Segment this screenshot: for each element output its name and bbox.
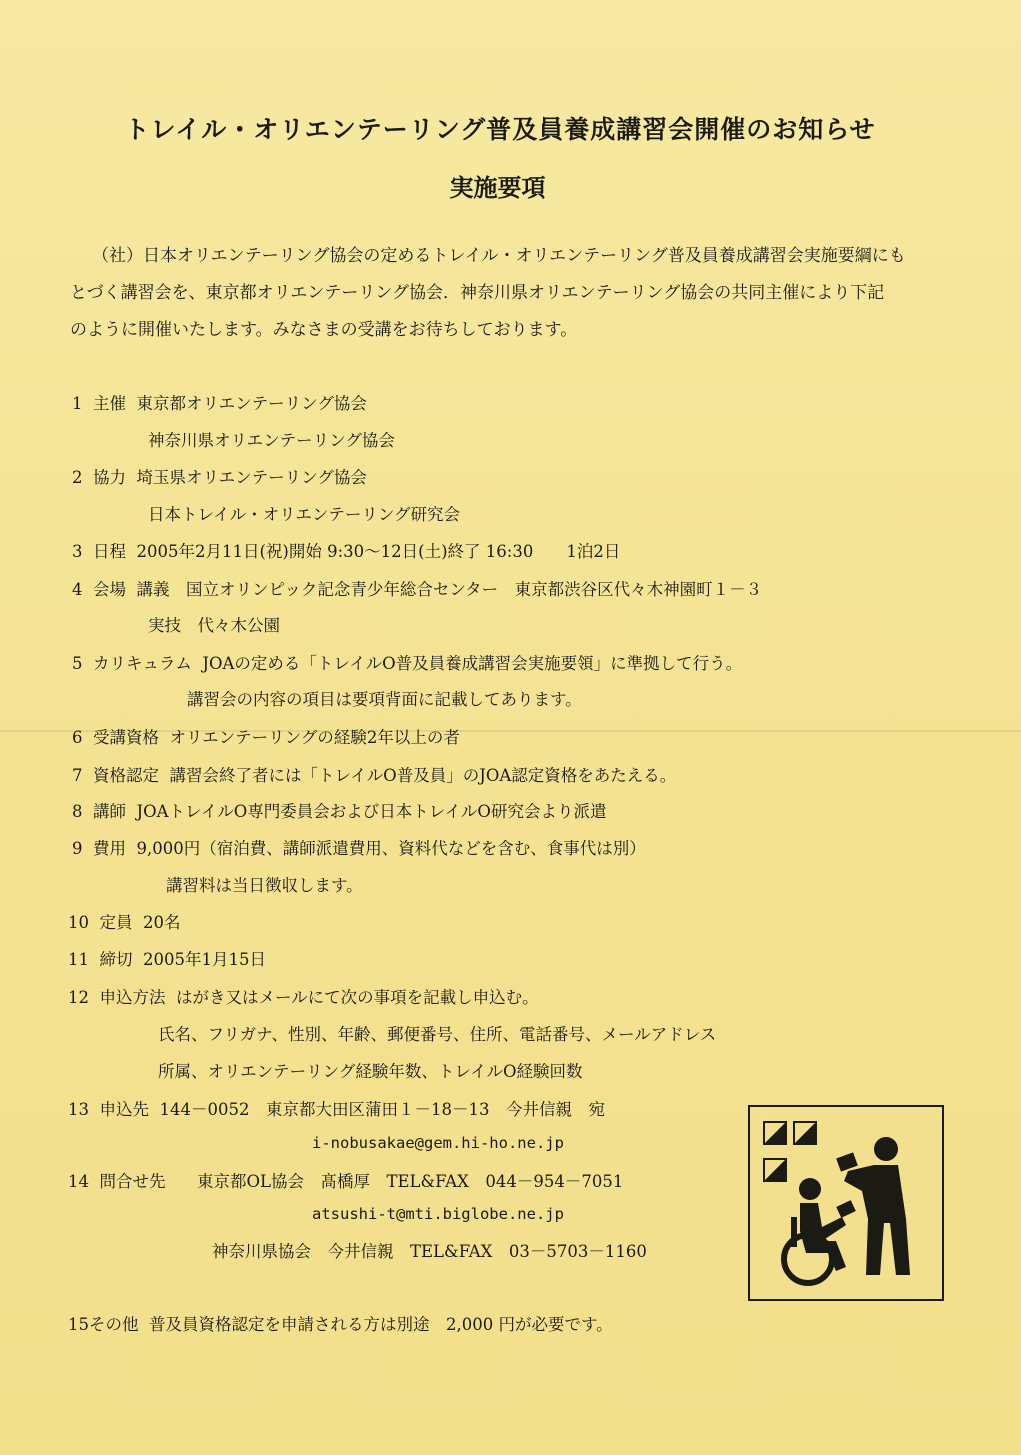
- item-number: 4: [72, 580, 83, 599]
- item-label: その他: [89, 1315, 139, 1334]
- item-number: 6: [72, 728, 83, 747]
- item-inquiry-line2: 神奈川県協会 今井信親 TEL&FAX 03－5703－1160: [212, 1242, 647, 1261]
- item-curriculum-line2: 講習会の内容の項目は要項背面に記載してあります。: [187, 690, 582, 709]
- item-other: [68, 1311, 613, 1335]
- item-label: カリキュラム: [93, 654, 192, 673]
- intro-line: とづく講習会を、東京都オリエンテーリング協会．神奈川県オリエンテーリング協会の共同主催により下記: [70, 283, 885, 303]
- item-fee-line2: 講習料は当日徴収します。: [166, 876, 363, 895]
- item-number: 14: [68, 1172, 89, 1191]
- item-fee: [72, 835, 646, 859]
- application-email: i-nobusakae@gem.hi-ho.ne.jp: [312, 1134, 564, 1152]
- inquiry-email: atsushi-t@mti.biglobe.ne.jp: [312, 1205, 564, 1223]
- item-value: 東京都オリエンテーリング協会: [136, 394, 367, 413]
- item-organizer-line2: 神奈川県オリエンテーリング協会: [148, 431, 395, 450]
- item-label: 定員: [99, 913, 133, 932]
- page-subtitle: 実施要項: [449, 174, 546, 202]
- item-number: 15: [68, 1315, 89, 1334]
- item-application-method: [68, 984, 539, 1008]
- item-organizer: [72, 390, 367, 414]
- item-label: 講師: [93, 802, 126, 821]
- item-schedule: [72, 538, 620, 562]
- item-label: 会場: [93, 580, 126, 599]
- intro-line: （社）日本オリエンテーリング協会の定めるトレイル・オリエンテーリング普及員養成講習会実施要綱にも: [92, 246, 906, 266]
- item-value: 講習会終了者には「トレイルO普及員」のJOA認定資格をあたえる。: [169, 766, 677, 785]
- item-number: 12: [68, 988, 89, 1007]
- item-label: 申込先: [99, 1100, 149, 1119]
- item-curriculum: [72, 650, 742, 674]
- intro-line: のように開催いたします。みなさまの受講をお待ちしております。: [70, 320, 578, 340]
- item-label: 申込方法: [99, 988, 166, 1007]
- item-label: 主催: [93, 394, 126, 413]
- page-title: トレイル・オリエンテーリング普及員養成講習会開催のお知らせ: [124, 115, 876, 144]
- item-value: 20名: [143, 913, 181, 932]
- item-value: はがき又はメールにて次の事項を記載し申込む。: [176, 988, 539, 1007]
- item-cooperation: [72, 464, 367, 488]
- item-inquiry: [68, 1168, 623, 1192]
- item-number: 13: [68, 1100, 89, 1119]
- intro-paragraph: [70, 238, 940, 349]
- item-value: 東京都OL協会 髙橋厚 TEL&FAX 044－954－7051: [196, 1172, 624, 1191]
- item-capacity: [68, 909, 181, 933]
- item-number: 2: [72, 468, 83, 487]
- item-application-method-line3: 所属、オリエンテーリング経験年数、トレイルO経験回数: [158, 1062, 583, 1081]
- item-number: 1: [72, 394, 83, 413]
- item-value: 2005年1月15日: [143, 950, 266, 969]
- item-venue-line2: 実技 代々木公園: [148, 616, 280, 635]
- item-value: 9,000円（宿泊費、講師派遣費用、資料代などを含む、食事代は別）: [136, 839, 646, 858]
- item-certification: [72, 762, 676, 786]
- item-label: 受講資格: [93, 728, 159, 747]
- item-application-method-line2: 氏名、フリガナ、性別、年齢、郵便番号、住所、電話番号、メールアドレス: [158, 1025, 717, 1044]
- item-application-address: [68, 1096, 605, 1120]
- item-number: 5: [72, 654, 83, 673]
- item-value: 2005年2月11日(祝)開始 9:30～12日(土)終了 16:30 1泊2日: [136, 542, 621, 561]
- item-value: JOAトレイルO専門委員会および日本トレイルO研究会より派遣: [136, 802, 607, 821]
- item-number: 3: [72, 542, 83, 561]
- item-label: 締切: [99, 950, 133, 969]
- item-number: 7: [72, 766, 83, 785]
- item-instructor: [72, 798, 606, 822]
- item-number: 8: [72, 802, 83, 821]
- item-label: 日程: [93, 542, 126, 561]
- item-value: JOAの定める「トレイルO普及員養成講習会実施要領」に準拠して行う。: [202, 654, 743, 673]
- item-number: 9: [72, 839, 83, 858]
- item-value: オリエンテーリングの経験2年以上の者: [169, 728, 460, 747]
- item-deadline: [68, 946, 266, 970]
- item-value: 埼玉県オリエンテーリング協会: [136, 468, 367, 487]
- item-eligibility: [72, 724, 460, 748]
- item-cooperation-line2: 日本トレイル・オリエンテーリング研究会: [148, 505, 461, 524]
- item-label: 資格認定: [93, 766, 159, 785]
- item-value: 普及員資格認定を申請される方は別途 2,000 円が必要です。: [149, 1315, 613, 1334]
- accessibility-pictogram-icon: [748, 1105, 944, 1301]
- item-venue: [72, 576, 762, 600]
- item-label: 協力: [93, 468, 126, 487]
- item-value: 講義 国立オリンピック記念青少年総合センター 東京都渋谷区代々木神園町１－３: [136, 580, 763, 599]
- item-value: 144－0052 東京都大田区蒲田１－18－13 今井信親 宛: [159, 1100, 605, 1119]
- item-label: 問合せ先: [99, 1172, 166, 1191]
- item-number: 11: [68, 950, 89, 969]
- item-label: 費用: [93, 839, 126, 858]
- item-number: 10: [68, 913, 89, 932]
